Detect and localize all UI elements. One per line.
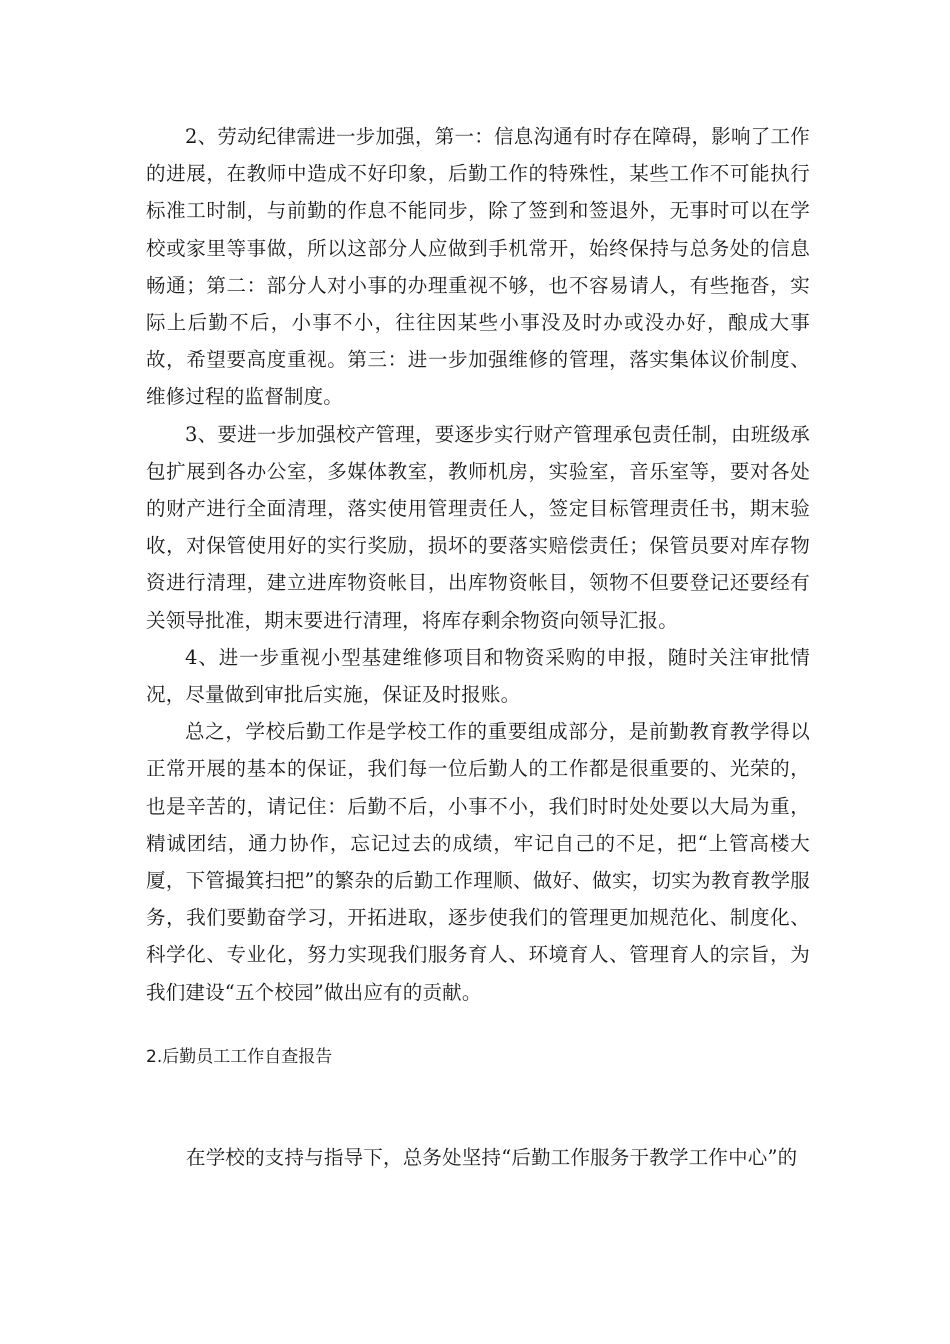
spacer bbox=[146, 1011, 810, 1045]
document-page bbox=[146, 118, 810, 1176]
paragraph-school-property: 3、要进一步加强校产管理，要逐步实行财产管理承包责任制，由班级承包扩展到各办公室，多媒体教室，教师机房，实验室，音乐室等，要对各处的财产进行全面清理，落实使用管理责任人，签定目标管理责任书，期末验收，对保管使用好的实行奖励，损坏的要落实赔偿责任；保管员要对库存物资进行清理，建立进库物资帐目，出库物资帐目，领物不但要登记还要经有关领导批准，期末要进行清理，将库存剩余物资向领导汇报。 bbox=[146, 422, 810, 632]
section-heading: 2.后勤员工工作自查报告 bbox=[146, 1046, 333, 1067]
paragraph-maintenance-procurement: 4、进一步重视小型基建维修项目和物资采购的申报，随时关注审批情况，尽量做到审批后实施，保证及时报账。 bbox=[146, 645, 810, 707]
paragraph-labor-discipline: 2、劳动纪律需进一步加强，第一：信息沟通有时存在障碍，影响了工作的进展，在教师中造成不好印象，后勤工作的特殊性，某些工作不可能执行标准工时制，与前勤的作息不能同步，除了签到和签退外，无事时可以在学校或家里等事做，所以这部分人应做到手机常开，始终保持与总务处的信息畅通；第二：部分人对小事的办理重视不够，也不容易请人，有些拖沓，实际上后勤不后，小事不小，往往因某些小事没及时办或没办好，酿成大事故，希望要高度重视。第三：进一步加强维修的管理，落实集体议价制度、维修过程的监督制度。 bbox=[146, 125, 810, 409]
spacer bbox=[146, 1069, 810, 1139]
paragraph-conclusion: 总之，学校后勤工作是学校工作的重要组成部分，是前勤教育教学得以正常开展的基本的保证，我们每一位后勤人的工作都是很重要的、光荣的，也是辛苦的，请记住：后勤不后，小事不小，我们时时处处要以大局为重，精诚团结，通力协作，忘记过去的成绩，牢记自己的不足，把“上管高楼大厦，下管撮箕扫把”的繁杂的后勤工作理顺、做好、做实，切实为教育教学服务，我们要勤奋学习，开拓进取，逐步使我们的管理更加规范化、制度化、科学化、专业化，努力实现我们服务育人、环境育人、管理育人的宗旨，为我们建设“五个校园”做出应有的贡献。 bbox=[146, 720, 810, 1004]
paragraph-intro: 在学校的支持与指导下，总务处坚持“后勤工作服务于教学工作中心”的 bbox=[186, 1145, 798, 1169]
